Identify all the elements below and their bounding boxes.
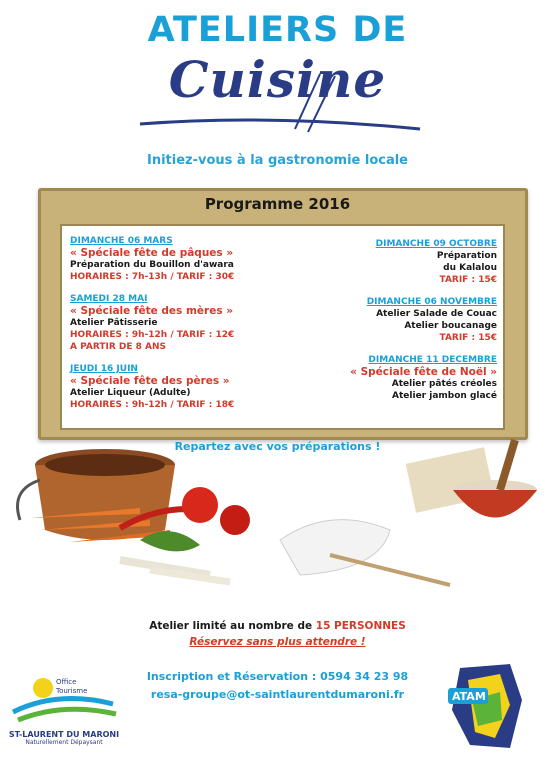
limit-count: 15 PERSONNES xyxy=(315,620,406,632)
event-detail: du Kalalou xyxy=(443,263,497,273)
program-right-column xyxy=(297,238,497,412)
office-tourisme-logo xyxy=(8,672,120,752)
utensils-icon xyxy=(120,54,440,144)
logo-slogan: Naturellement Dépaysant xyxy=(25,739,103,746)
logo-tourisme: Tourisme xyxy=(56,687,88,695)
event-theme: « Spéciale fête des mères » xyxy=(70,305,234,317)
event-age: A PARTIR DE 8 ANS xyxy=(70,342,167,352)
event-theme: « Spéciale fête des pères » xyxy=(70,375,230,387)
event-price: HORAIRES : 7h-13h / TARIF : 30€ xyxy=(70,272,235,282)
event-block xyxy=(70,363,270,411)
event-detail: Atelier Pâtisserie xyxy=(70,318,158,328)
event-detail: Atelier boucanage xyxy=(404,321,497,331)
limit-note xyxy=(0,620,555,632)
event-price: HORAIRES : 9h-12h / TARIF : 18€ xyxy=(70,400,235,410)
limit-prefix: Atelier limité au nombre de xyxy=(149,620,316,632)
event-date: SAMEDI 28 MAI xyxy=(70,294,148,304)
event-date: DIMANCHE 06 MARS xyxy=(70,236,173,246)
program-left-column xyxy=(70,235,270,421)
atam-map-icon xyxy=(440,660,530,752)
event-detail: Atelier pâtés créoles xyxy=(391,379,497,389)
event-detail: Atelier jambon glacé xyxy=(392,391,497,401)
tagline: Initiez-vous à la gastronomie locale xyxy=(146,153,408,168)
event-block xyxy=(297,354,497,402)
food-illustration xyxy=(0,410,555,610)
office-tourisme-mark-icon xyxy=(8,672,120,724)
event-block xyxy=(297,238,497,286)
event-date: DIMANCHE 06 NOVEMBRE xyxy=(366,297,497,307)
program-title: Programme 2016 xyxy=(204,195,351,213)
event-theme: « Spéciale fête de pâques » xyxy=(70,247,234,259)
event-date: DIMANCHE 11 DECEMBRE xyxy=(368,355,497,365)
atam-logo xyxy=(440,660,530,752)
reservation-email[interactable]: resa-groupe@ot-saintlaurentdumaroni.fr xyxy=(150,688,405,701)
event-price: TARIF : 15€ xyxy=(439,333,497,343)
title-line-2: Cuisine xyxy=(168,50,387,109)
event-block xyxy=(70,293,270,353)
event-block xyxy=(70,235,270,283)
event-detail: Atelier Salade de Couac xyxy=(376,309,497,319)
inscription-phone: Inscription et Réservation : 0594 34 23 98 xyxy=(146,670,409,683)
event-detail: Préparation xyxy=(436,251,497,261)
event-date: DIMANCHE 09 OCTOBRE xyxy=(375,239,497,249)
event-detail: Préparation du Bouillon d'awara xyxy=(70,260,234,270)
event-price: HORAIRES : 9h-12h / TARIF : 12€ xyxy=(70,330,235,340)
reserve-note: Réservez sans plus attendre ! xyxy=(189,636,366,648)
event-theme: « Spéciale fête de Noël » xyxy=(350,366,497,378)
event-price: TARIF : 15€ xyxy=(439,275,497,285)
logo-city: ST-LAURENT DU MARONI xyxy=(8,730,120,739)
event-detail: Atelier Liqueur (Adulte) xyxy=(70,388,191,398)
event-date: JEUDI 16 JUIN xyxy=(70,364,138,374)
logo-office: Office xyxy=(56,678,77,686)
atam-label: ATAM xyxy=(452,690,486,703)
event-block xyxy=(297,296,497,344)
repartez-note: Repartez avec vos préparations ! xyxy=(174,440,381,453)
title-line-1: ATELIERS DE xyxy=(147,10,408,50)
